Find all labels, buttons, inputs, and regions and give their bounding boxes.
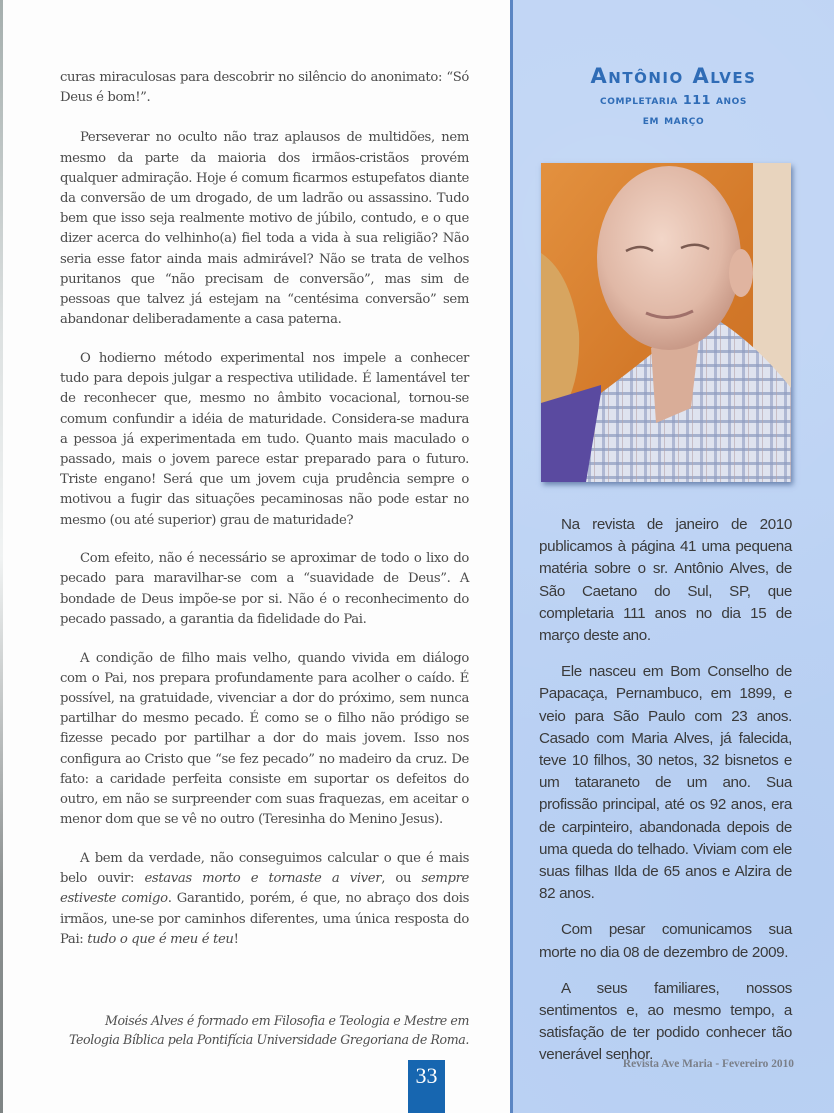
article-paragraph: curas miraculosas para descobrir no silêncio do anonimato: “Só Deus é bom!”. — [60, 70, 469, 106]
sidebar-paragraph: Na revista de janeiro de 2010 publicamos à página 41 uma pequena matéria sobre o sr. Antônio Alves, de São Caetano do Sul, SP, que completaria 111 anos no dia 15 de março deste ano. — [539, 516, 792, 645]
sidebar-paragraph: Ele nasceu em Bom Conselho de Papacaça, Pernambuco, em 1899, e veio para São Paulo com 23 anos. Casado com Maria Alves, já falecida, teve 10 filhos, 30 netos, 32 bisnetos e um tataraneto de um ano. Sua profissão principal, até os 92 anos, era de carpinteiro, abandonada depois de uma queda do telhado. Viviam com ele suas filhas Ilda de 65 anos e Alzira de 82 anos. — [539, 663, 792, 903]
portrait-photo — [541, 163, 791, 482]
photo-ear — [729, 249, 753, 297]
text-span: A bem da verdade, não conseguimos calcular o que é mais belo ouvir: — [60, 850, 469, 887]
text-span: . Garantido, porém, é que, no abraço dos dois irmãos, une-se por caminhos diferentes, uma única resposta do Pai: — [60, 891, 469, 947]
sidebar-subtitle-line1: completaria 111 anos — [599, 92, 748, 107]
article-paragraph: Perseverar no oculto não traz aplausos de multidões, nem mesmo da parte da maioria dos irmãos-cristãos provém qualquer admiração. Hoje é comum ficarmos estupefatos diante da conversão de um drogado, de um ladrão ou assassino. Tudo bem que isso seja realmente motivo de júbilo, contudo, e o que dizer acerca do velhinho(a) fiel toda a vida à sua religião? Não seria esse fator ainda mais admirável? Não se trata de velhos puritanos que “não precisam de conversão”, mas sim de pessoas que talvez já estejam na “centésima conversão” sem abandonar deliberadamente a casa paterna. — [60, 130, 469, 328]
page-number: 33 — [408, 1060, 445, 1113]
italic-quote: tudo o que é meu é teu — [87, 931, 234, 947]
text-span: , ou — [381, 871, 422, 887]
article-closing-paragraph — [60, 849, 469, 950]
article-column — [60, 68, 469, 968]
sidebar-title: Antônio Alves — [590, 64, 757, 88]
page-binding-edge — [0, 0, 3, 1113]
portrait-illustration — [541, 163, 791, 482]
photo-face — [597, 166, 741, 350]
sidebar-paragraph: Com pesar comunicamos sua morte no dia 08 de dezembro de 2009. — [539, 921, 792, 961]
article-paragraph: A condição de filho mais velho, quando vivida em diálogo com o Pai, nos prepara profundamente para acolher o caído. É possível, na gratuidade, vivenciar a dor do próximo, sem nunca partilhar do mesmo pecado. É como se o filho não pródigo se fizesse pecado por partilhar a dor do mais jovem. Isso nos configura ao Cristo que “se fez pecado” no madeiro da cruz. De fato: a caridade perfeita consiste em suportar os defeitos do outro, em não se surpreender com suas fraquezas, em aceitar o menor dom que se vê no outro (Teresinha do Menino Jesus). — [60, 650, 469, 828]
article-paragraph: Com efeito, não é necessário se aproximar de todo o lixo do pecado para maravilhar-se com a “suavidade de Deus”. A bondade de Deus impõe-se por si. Não é o reconhecimento do pecado passado, a garantia da fidelidade do Pai. — [60, 551, 469, 627]
italic-quote: sempre estiveste comigo — [60, 871, 470, 907]
sidebar-heading — [513, 62, 834, 130]
sidebar-box — [510, 0, 834, 1113]
italic-quote: estavas morto e tornaste a viver — [144, 871, 382, 887]
sidebar-body — [539, 514, 792, 1081]
article-paragraph: O hodierno método experimental nos impele a conhecer tudo para depois julgar a respectiva utilidade. É lamentável ter de reconhecer que, mesmo no âmbito vocacional, tornou-se comum confundir a idéia de maturidade. Considera-se madura a pessoa já experimentada em tudo. Quanto mais maculado o passado, mais o jovem parece estar preparado para o futuro. Triste engano! Será que um jovem cuja prudência sempre o motivou a fugir das situações pecaminosas não pode estar no mesmo (ou até superior) grau de maturidade? — [60, 350, 469, 528]
sidebar-subtitle-line2: em março — [642, 112, 705, 127]
sidebar-paragraph: A seus familiares, nossos sentimentos e, ao mesmo tempo, a satisfação de ter podido conhecer tão venerável senhor. — [539, 979, 792, 1064]
author-bio: Moisés Alves é formado em Filosofia e Teologia e Mestre em Teologia Bíblica pela Pontifícia Universidade Gregoriana de Roma. — [68, 1013, 469, 1047]
publication-credit: Revista Ave Maria - Fevereiro 2010 — [622, 1058, 794, 1070]
text-span: ! — [233, 931, 239, 947]
